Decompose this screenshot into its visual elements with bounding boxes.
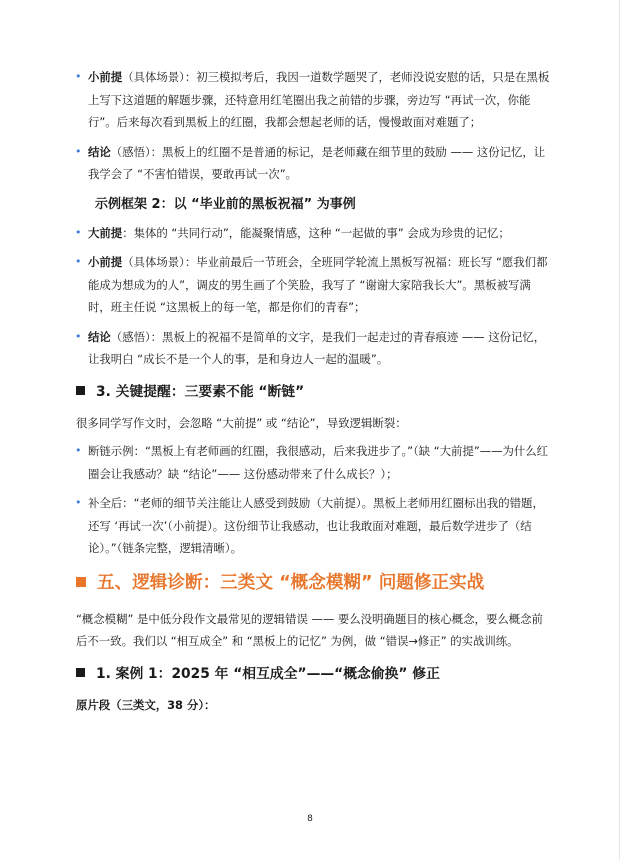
section-5-intro: “概念模糊” 是中低分段作文最常见的逻辑错误 —— 要么没明确题目的核心概念，要么概念前后不一致。我们以 “相互成全” 和 “黑板上的记忆” 为例，做 “错误→修正” 的实战训练。 [76,611,543,648]
bullet-dot: • [75,144,82,158]
page-number: 8 [307,814,313,824]
bullet-completed-example [76,492,550,560]
example-framework-2-heading: 示例框架 2：以 “毕业前的黑板祝福” 为事例 [95,196,356,212]
bullet-minor-premise-1 [76,66,550,134]
section-5-title: 五、逻辑诊断：三类文 “概念模糊” 问题修正实战 [97,572,485,593]
bullet-dot: • [75,70,82,83]
bullet-conclusion-2 [76,326,550,371]
bullet-text: （感悟）：黑板上的红圈不是普通的标记，是老师藏在细节里的鼓励 —— 这份记忆，让我学会了 “不害怕错误，要敢再试一次”。 [88,144,546,181]
bullet-text: （具体场景）：初三模拟考后，我因一道数学题哭了，老师没说安慰的话，只是在黑板上写下这道题的解题步骤，还特意用红笔圈出我之前错的步骤，旁边写 “再试一次，你能行”。后来每次看到黑板上的红圈，我都会想起老师的话，慢慢敢面对难题了； [88,70,550,129]
square-bullet-icon [76,386,85,395]
bullet-dot: • [75,496,82,509]
bullet-minor-premise-2 [76,251,550,319]
case-1-title: 1. 案例 1：2025 年 “相互成全”——“概念偷换” 修正 [96,665,440,682]
section-5-heading [76,568,550,598]
square-bullet-icon [76,668,85,677]
bullet-major-premise-2 [76,222,550,245]
section-3-intro: 很多同学写作文时，会忽略 “大前提” 或 “结论”，导致逻辑断裂： [76,415,407,430]
term-label: 小前提 [88,70,123,84]
bullet-dot: • [75,444,82,457]
bullet-text: 断链示例：“黑板上有老师画的红圈，我很感动，后来我进步了。”（缺 “大前提”——为什么红圈会让我感动？缺 “结论”—— 这份感动带来了什么成长？）； [88,444,549,481]
bullet-text: ：集体的 “共同行动”，能凝聚情感，这种 “一起做的事” 会成为珍贵的记忆； [122,225,510,240]
section-3-heading [76,378,550,406]
bullet-text: 补全后：“老师的细节关注能让人感受到鼓励（大前提）。黑板上老师用红圈标出我的错题，还写 ‘再试一次’（小前提）。这份细节让我感动，也让我敢面对难题，最后数学进步了（结论）。”（链条完整，逻辑清晰）。 [88,496,544,555]
bullet-text: （感悟）：黑板上的祝福不是简单的文字，是我们一起走过的青春痕迹 —— 这份记忆，让我明白 “成长不是一个人的事，是和身边人一起的温暖”。 [88,329,546,366]
term-label: 结论 [88,144,111,159]
bullet-text: （具体场景）：毕业前最后一节班会，全班同学轮流上黑板写祝福：班长写 “愿我们都能成为想成为的人”，调皮的男生画了个笑脸，我写了 “谢谢大家陪我长大”。黑板被写满时，班主任说 “这黑板上的每一笔，都是你们的青春”； [88,255,548,314]
term-label: 大前提 [88,225,123,240]
page-content [76,66,550,722]
bullet-dot: • [75,329,82,343]
bullet-conclusion-1 [76,141,550,186]
square-bullet-icon [76,577,86,587]
case-1-heading [76,660,550,688]
bullet-dot: • [75,255,82,268]
bullet-dot: • [75,225,82,239]
term-label: 小前提 [88,255,123,269]
section-3-title: 3. 关键提醒：三要素不能 “断链” [96,383,305,400]
original-excerpt-label: 原片段（三类文，38 分）： [76,697,216,712]
term-label: 结论 [88,329,111,344]
bullet-broken-chain-example [76,440,550,485]
